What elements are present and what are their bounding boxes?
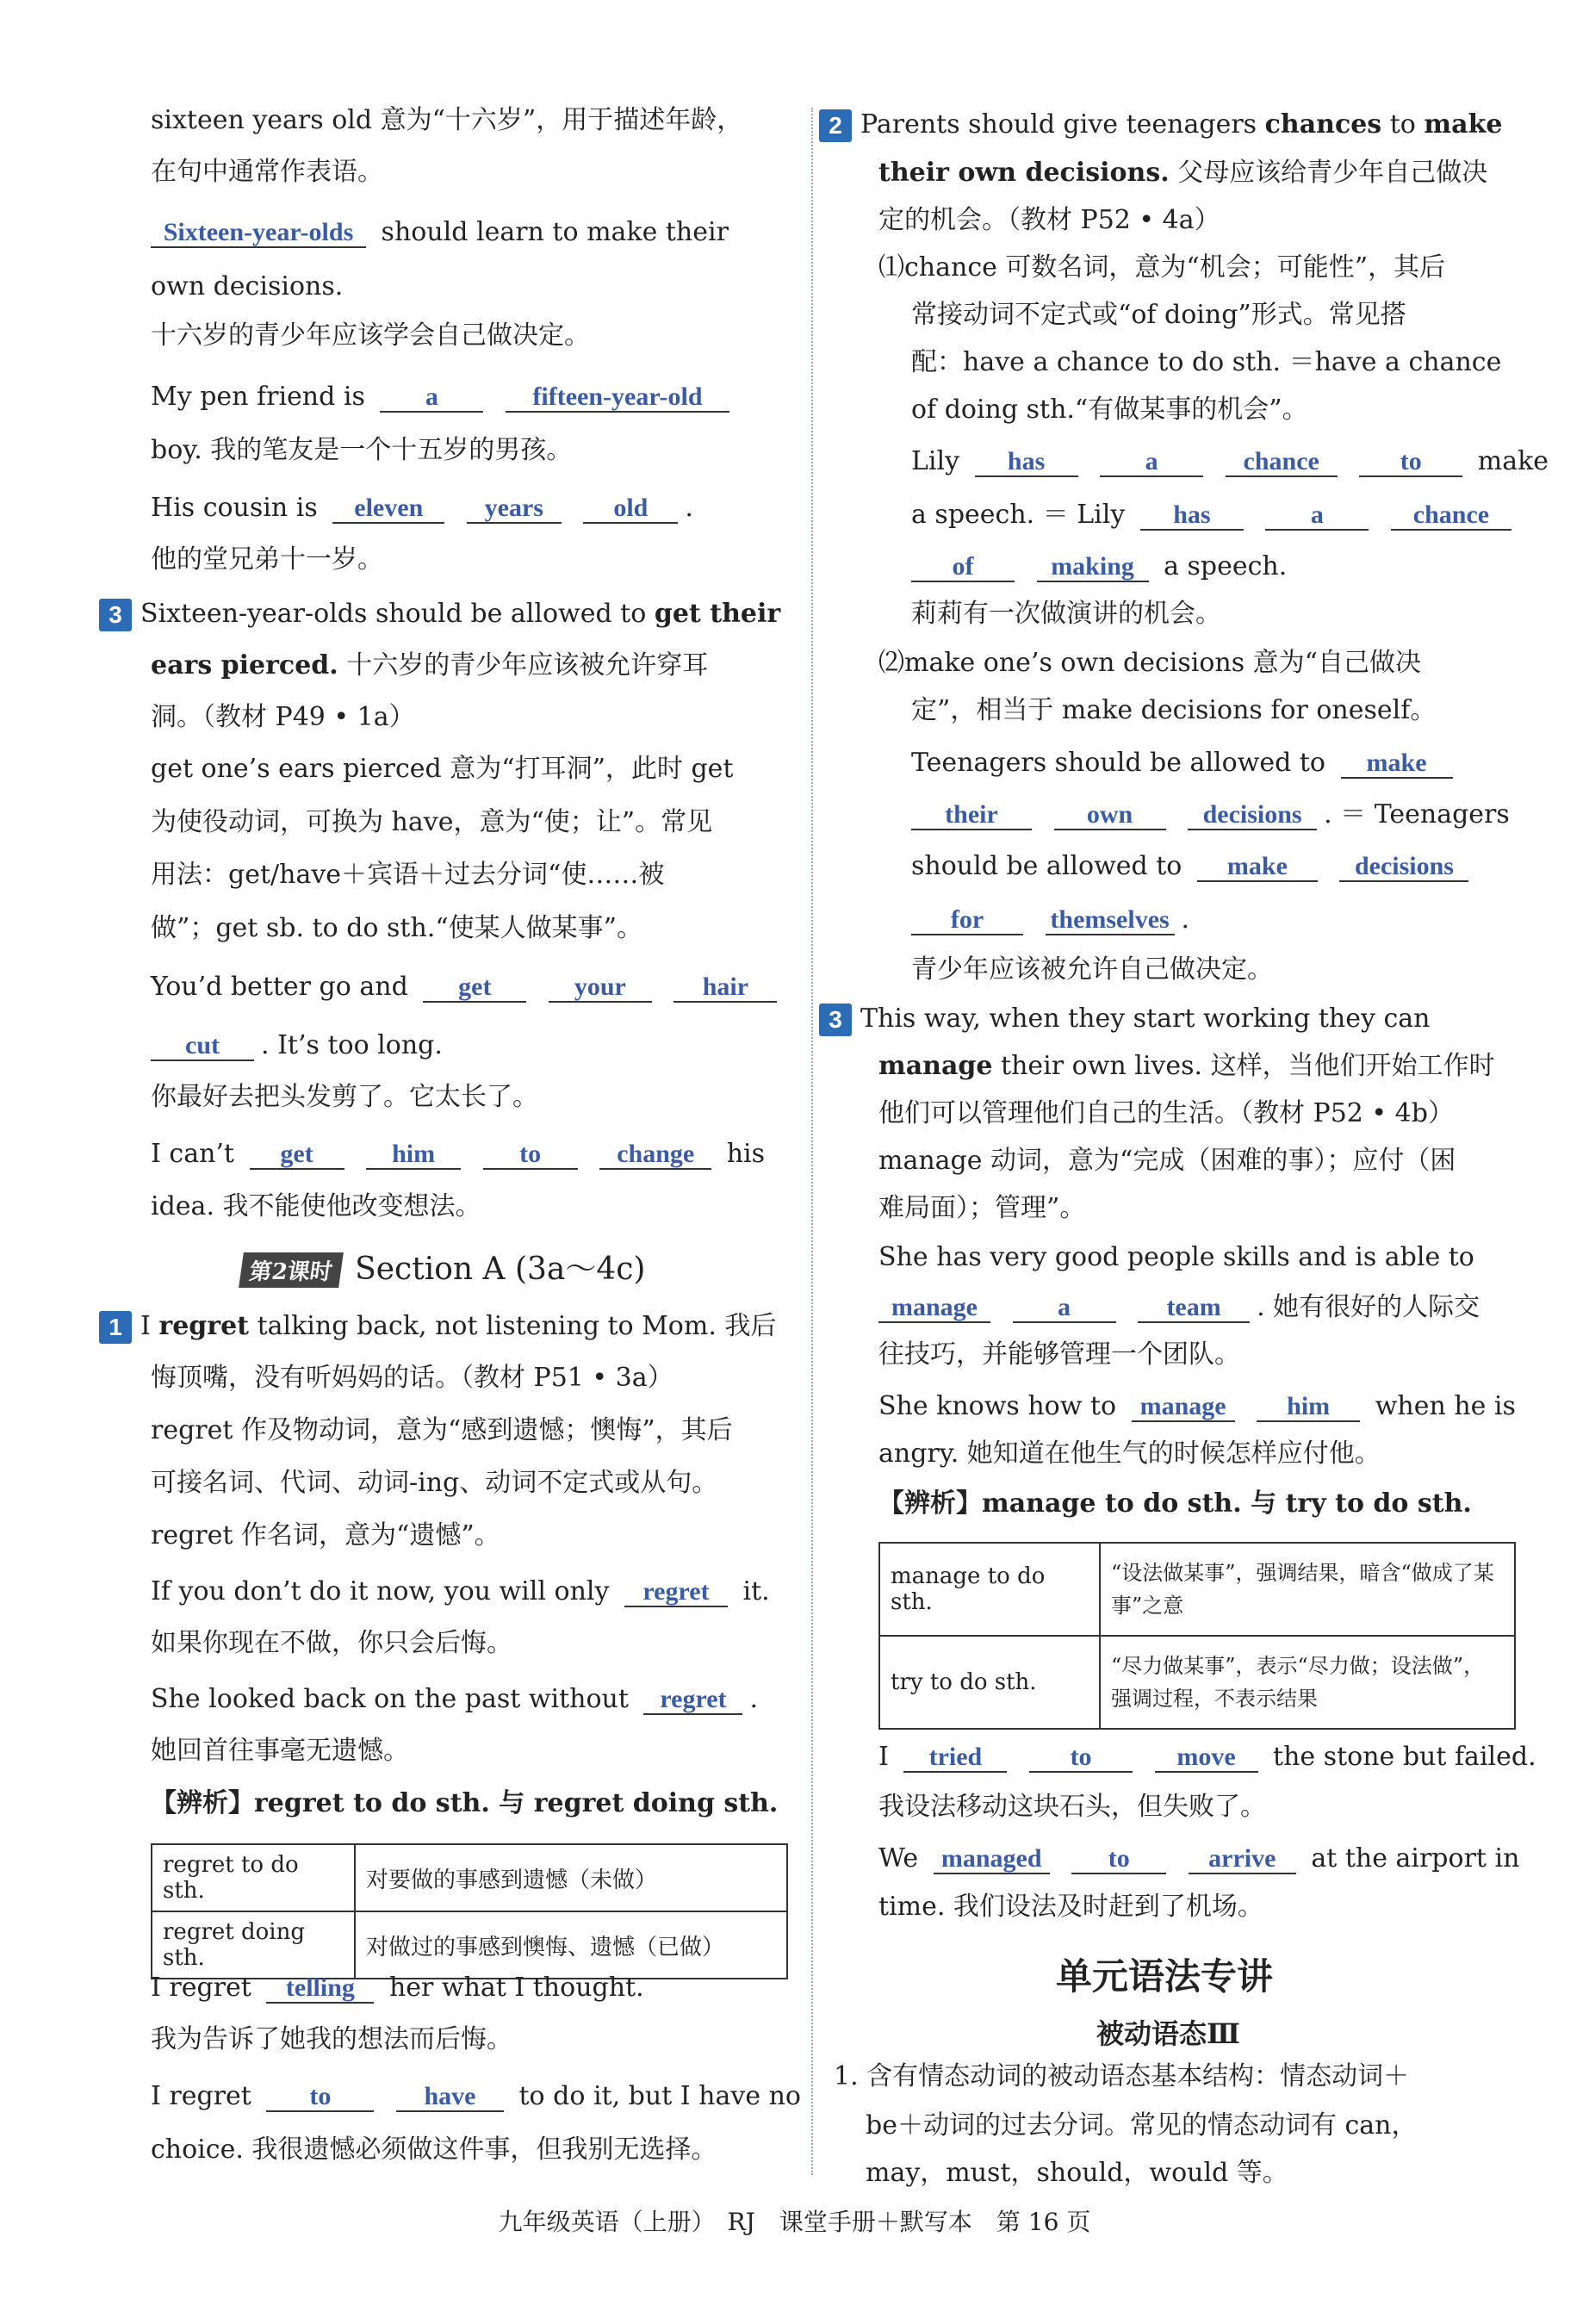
text-fragment: My pen friend is — [151, 382, 365, 412]
answer-blank: years — [467, 494, 562, 524]
text-line — [911, 851, 1475, 882]
answer-blank: to — [1071, 1844, 1166, 1874]
text-line — [151, 1139, 765, 1170]
answer-blank: team — [1138, 1293, 1250, 1323]
text-line — [99, 1311, 776, 1344]
text-fragment: a speech. ＝ Lily — [911, 500, 1126, 530]
lesson-tag: 第2课时 — [239, 1252, 344, 1288]
table-row — [152, 1911, 787, 1979]
text-fragment: I — [140, 1311, 151, 1341]
comparison-heading: 【辨析】regret to do sth. 与 regret doing sth. — [151, 1788, 779, 1818]
table-row — [152, 1844, 787, 1911]
text-line: ⑴chance 可数名词，意为“机会；可能性”，其后 — [878, 252, 1446, 283]
text-line: 莉莉有一次做演讲的机会。 — [911, 599, 1221, 629]
text-line — [878, 1742, 1536, 1773]
text-line — [819, 1004, 1431, 1036]
answer-blank: your — [549, 972, 652, 1003]
answer-blank: to — [1029, 1743, 1133, 1773]
answer-blank: has — [975, 447, 1078, 477]
text-fragment: his — [726, 1139, 766, 1169]
text-line — [151, 1030, 443, 1061]
text-line: angry. 她知道在他生气的时候怎样应付他。 — [878, 1439, 1381, 1469]
item-number-badge: 1 — [99, 1311, 132, 1344]
answer-blank: cut — [151, 1031, 254, 1061]
key-phrase: make — [1424, 109, 1503, 140]
text-line — [911, 500, 1518, 531]
text-fragment: . 她有很好的人际交 — [1257, 1292, 1480, 1322]
text-line: 你最好去把头发剪了。它太长了。 — [151, 1082, 538, 1112]
answer-blank: get — [423, 972, 526, 1003]
comparison-heading: 【辨析】manage to do sth. 与 try to do sth. — [878, 1488, 1472, 1519]
text-fragment: You’d better go and — [151, 972, 408, 1002]
text-fragment: 十六岁的青少年应该被允许穿耳 — [346, 650, 709, 680]
text-fragment: talking back, not listening to Mom. 我后 — [257, 1311, 777, 1341]
answer-blank: of — [911, 552, 1015, 582]
table-cell: “尽力做某事”，表示“尽力做；设法做”，强调过程，不表示结果 — [1100, 1636, 1515, 1729]
text-line: own decisions. — [151, 271, 344, 301]
text-fragment: She looked back on the past without — [151, 1684, 629, 1714]
text-line: ⑵make one’s own decisions 意为“自己做决 — [878, 648, 1421, 678]
answer-blank: for — [911, 905, 1023, 935]
text-line: 1. 含有情态动词的被动语态基本结构：情态动词＋ — [834, 2061, 1410, 2091]
text-line: 我为告诉了她我的想法而后悔。 — [151, 2024, 512, 2054]
text-line — [911, 446, 1549, 477]
answer-blank: decisions — [1188, 800, 1317, 830]
key-phrase: manage — [878, 1051, 993, 1081]
text-line: 在句中通常作表语。 — [151, 157, 383, 187]
answer-blank: regret — [643, 1685, 742, 1715]
key-phrase: regret — [158, 1311, 250, 1341]
answer-blank: have — [396, 2082, 504, 2112]
answer-blank: regret — [624, 1577, 728, 1607]
text-line: 做”；get sb. to do sth.“使某人做某事”。 — [151, 913, 642, 943]
answer-blank: hair — [673, 972, 777, 1003]
answer-blank: make — [1341, 749, 1453, 779]
text-fragment: a speech. — [1164, 551, 1288, 581]
answer-blank: has — [1140, 500, 1244, 531]
text-line — [99, 599, 780, 631]
text-fragment: Teenagers should be allowed to — [911, 748, 1325, 778]
text-line: may，must，should，would 等。 — [866, 2158, 1288, 2188]
text-fragment: This way, when they start working they can — [860, 1004, 1431, 1034]
text-line: get one’s ears pierced 意为“打耳洞”，此时 get — [151, 754, 734, 784]
text-line — [151, 1684, 758, 1715]
text-line: 定的机会。（教材 P52 • 4a） — [878, 205, 1220, 235]
text-fragment: I regret — [151, 1973, 251, 2003]
text-fragment: to — [1389, 109, 1416, 140]
table-cell: regret to do sth. — [152, 1844, 355, 1911]
text-fragment: make — [1477, 446, 1549, 476]
text-line — [878, 1843, 1519, 1874]
answer-blank: own — [1054, 800, 1166, 830]
text-line: 洞。（教材 P49 • 1a） — [151, 702, 415, 732]
answer-blank: him — [1257, 1392, 1360, 1422]
text-line: regret 作及物动词，意为“感到遗憾；懊悔”，其后 — [151, 1415, 733, 1445]
text-line — [878, 1292, 1480, 1323]
text-line: 她回首往事毫无遗憾。 — [151, 1736, 409, 1766]
text-fragment: Parents should give teenagers — [860, 109, 1257, 140]
answer-blank: managed — [934, 1844, 1050, 1874]
text-line — [911, 551, 1287, 582]
answer-blank: to — [266, 2082, 374, 2112]
text-line: boy. 我的笔友是一个十五岁的男孩。 — [151, 435, 573, 465]
text-line: 往技巧，并能够管理一个团队。 — [878, 1339, 1240, 1370]
text-line: 配：have a chance to do sth. ＝have a chance — [911, 347, 1502, 377]
table-row — [879, 1636, 1515, 1729]
text-line: 用法：get/have＋宾语＋过去分词“使……被 — [151, 860, 665, 890]
table-cell: manage to do sth. — [879, 1543, 1100, 1636]
text-line — [878, 1051, 1495, 1082]
text-line — [151, 382, 736, 413]
table-row — [879, 1543, 1515, 1636]
sub-title: 被动语态Ⅲ — [1096, 2017, 1240, 2050]
text-line — [911, 748, 1460, 779]
text-fragment: His cousin is — [151, 493, 318, 523]
text-fragment: We — [878, 1843, 919, 1873]
text-line: 可接名词、代词、动词-ing、动词不定式或从句。 — [151, 1468, 718, 1498]
text-line: sixteen years old 意为“十六岁”，用于描述年龄， — [151, 105, 743, 135]
answer-blank: to — [1359, 447, 1462, 477]
text-line: 十六岁的青少年应该学会自己做决定。 — [151, 320, 590, 351]
section-title: Section A (3a～4c) — [355, 1252, 646, 1287]
text-fragment: the stone but failed. — [1273, 1742, 1536, 1772]
text-line: regret 作名词，意为“遗憾”。 — [151, 1520, 500, 1550]
text-line: time. 我们设法及时赶到了机场。 — [878, 1892, 1263, 1922]
text-fragment: when he is — [1375, 1391, 1516, 1421]
text-line — [911, 799, 1510, 830]
text-line: 为使役动词，可换为 have，意为“使；让”。常见 — [151, 807, 713, 837]
table-cell: 对做过的事感到懊悔、遗憾（已做） — [355, 1911, 787, 1979]
answer-blank: get — [250, 1140, 344, 1170]
item-number-badge: 2 — [819, 109, 852, 142]
answer-blank: fifteen-year-old — [506, 382, 729, 413]
table-cell: regret doing sth. — [152, 1911, 355, 1979]
text-fragment: should be allowed to — [911, 851, 1182, 881]
text-fragment: to do it, but I have no — [518, 2081, 801, 2111]
answer-blank: him — [366, 1140, 461, 1170]
answer-blank: Sixteen-year-olds — [151, 218, 366, 248]
key-phrase: chances — [1264, 109, 1382, 140]
text-line: 青少年应该被允许自己做决定。 — [911, 954, 1273, 985]
answer-blank: manage — [1132, 1392, 1235, 1422]
answer-blank: a — [1100, 447, 1203, 477]
answer-blank: move — [1155, 1743, 1258, 1773]
key-phrase: get their — [654, 599, 781, 629]
text-line: choice. 我很遗憾必须做这件事，但我别无选择。 — [151, 2134, 717, 2165]
text-line: 我设法移动这块石头，但失败了。 — [878, 1792, 1266, 1822]
text-line — [151, 493, 693, 524]
text-line: manage 动词，意为“完成（困难的事）；应付（困 — [878, 1146, 1456, 1176]
key-phrase: their own decisions. — [878, 158, 1170, 188]
answer-blank: themselves — [1046, 905, 1175, 935]
text-line: idea. 我不能使他改变想法。 — [151, 1191, 481, 1221]
text-line — [151, 650, 708, 681]
text-fragment: . — [1181, 904, 1190, 935]
text-line — [878, 1391, 1516, 1422]
text-line: 他的堂兄弟十一岁。 — [151, 544, 383, 575]
answer-blank: change — [599, 1140, 711, 1170]
answer-blank: decisions — [1339, 852, 1468, 882]
text-line — [151, 1973, 644, 2004]
answer-blank: to — [483, 1140, 578, 1170]
text-fragment: their own lives. 这样，当他们开始工作时 — [1001, 1051, 1495, 1081]
answer-blank: old — [583, 494, 678, 524]
text-line: be＋动词的过去分词。常见的情态动词有 can， — [866, 2110, 1418, 2141]
table-cell: 对要做的事感到遗憾（未做） — [355, 1844, 787, 1911]
answer-blank: eleven — [332, 494, 444, 524]
text-line — [151, 1576, 770, 1607]
text-line — [819, 109, 1502, 142]
answer-blank: a — [1265, 500, 1369, 531]
text-line — [151, 972, 784, 1003]
text-line: of doing sth.“有做某事的机会”。 — [911, 395, 1308, 425]
text-line: 难局面）；管理”。 — [878, 1193, 1086, 1223]
text-line: 常接动词不定式或“of doing”形式。常见搭 — [911, 300, 1406, 330]
text-line: 如果你现在不做，你只会后悔。 — [151, 1628, 512, 1658]
table-cell: “设法做某事”，强调结果，暗含“做成了某事”之意 — [1100, 1543, 1515, 1636]
text-fragment: Lily — [911, 446, 960, 476]
answer-blank: making — [1037, 552, 1149, 582]
item-number-badge: 3 — [819, 1004, 852, 1036]
text-fragment: I — [878, 1742, 889, 1772]
answer-blank: tried — [903, 1743, 1007, 1773]
column-divider — [811, 108, 813, 2175]
answer-blank: chance — [1226, 447, 1338, 477]
text-fragment: Sixteen-year-olds should be allowed to — [140, 599, 647, 629]
text-fragment: her what I thought. — [388, 1973, 644, 2003]
answer-blank: their — [911, 800, 1032, 830]
text-fragment: . ＝ Teenagers — [1324, 799, 1510, 830]
text-line: 定”，相当于 make decisions for oneself。 — [911, 695, 1437, 725]
text-fragment: I can’t — [151, 1139, 234, 1169]
key-phrase: ears pierced. — [151, 650, 338, 680]
text-fragment: I regret — [151, 2081, 251, 2111]
text-fragment: She knows how to — [878, 1391, 1117, 1421]
answer-blank: a — [1013, 1293, 1116, 1323]
text-line — [911, 904, 1189, 935]
text-line: She has very good people skills and is able to — [878, 1242, 1474, 1272]
text-fragment: at the airport in — [1311, 1843, 1520, 1873]
text-line: 悔顶嘴，没有听妈妈的话。（教材 P51 • 3a） — [151, 1363, 673, 1393]
answer-blank: make — [1197, 852, 1318, 882]
text-fragment: . — [749, 1684, 759, 1714]
text-fragment: If you don’t do it now, you will only — [151, 1576, 610, 1606]
comparison-table — [151, 1843, 788, 1979]
page-footer: 九年级英语（上册） RJ 课堂手册＋默写本 第 16 页 — [498, 2208, 1091, 2236]
comparison-table — [878, 1542, 1516, 1730]
text-fragment: . It’s too long. — [261, 1030, 443, 1060]
answer-blank: arrive — [1189, 1844, 1296, 1874]
text-fragment: should learn to make their — [381, 217, 729, 247]
item-number-badge: 3 — [99, 599, 132, 631]
text-line: 他们可以管理他们自己的生活。（教材 P52 • 4b） — [878, 1098, 1454, 1128]
section-heading — [241, 1245, 645, 1289]
text-line — [878, 158, 1487, 189]
table-cell: try to do sth. — [879, 1636, 1100, 1729]
answer-blank: a — [380, 382, 483, 413]
answer-blank: telling — [266, 1973, 374, 2004]
text-fragment: it. — [742, 1576, 770, 1606]
text-fragment: 父母应该给青少年自己做决 — [1177, 158, 1488, 188]
text-line — [151, 217, 729, 248]
answer-blank: chance — [1391, 500, 1511, 531]
text-line — [151, 2081, 801, 2112]
answer-blank: manage — [878, 1293, 990, 1323]
unit-title: 单元语法专讲 — [1056, 1955, 1274, 1998]
text-fragment: . — [685, 493, 693, 523]
